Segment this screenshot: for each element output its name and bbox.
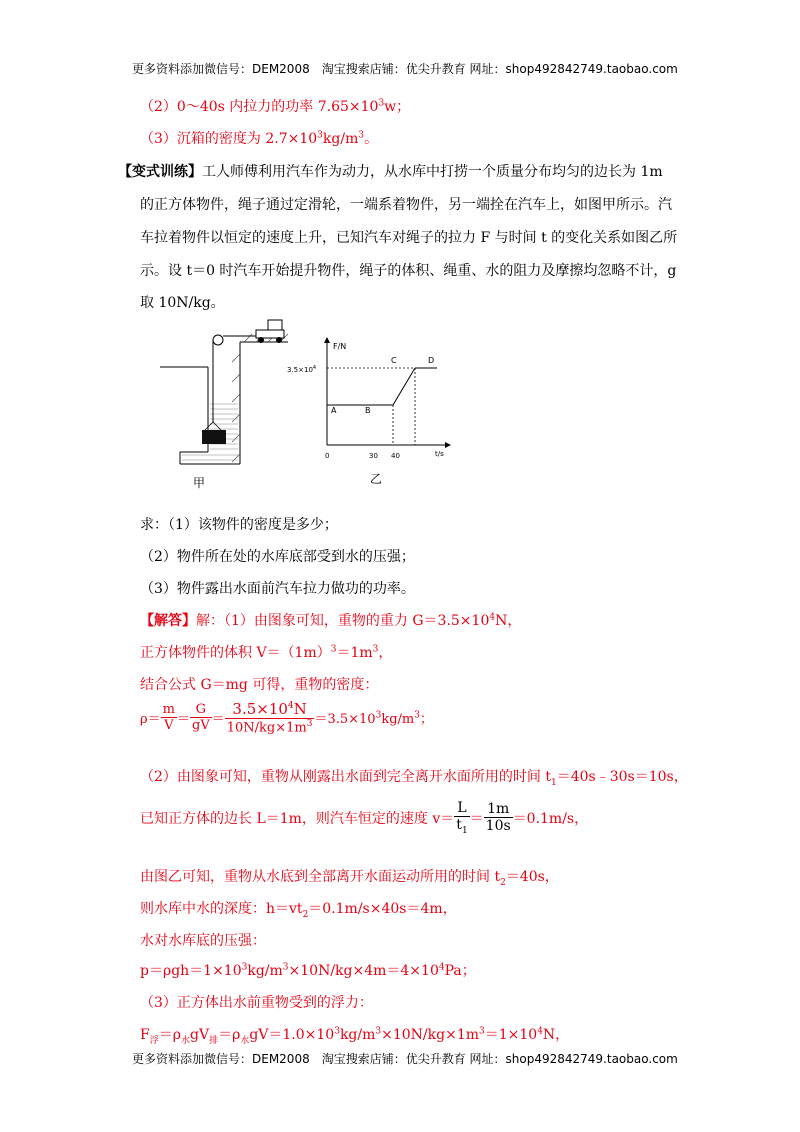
x-tick-label: 0 [325,452,330,460]
question-1: 求：（1）该物件的密度是多少； [140,517,338,533]
problem-line-3: 车拉着物件以恒定的速度上升，已知汽车对绳子的拉力 F 与时间 t 的变化关系如图乙所 [140,230,678,246]
series-segment-bc [393,368,415,405]
solution-line-6: 由图乙可知，重物从水底到全部离开水面运动所用的时间 $t_2=40s$， [140,869,559,888]
solution-tag: 【解答】 [140,613,196,629]
variant-training-tag: 【变式训练】 [118,164,202,180]
prev-answer-2: （2）0～40s 内拉力的功率 $7.65\times 10^3w$； [140,98,411,115]
solution-line-4: （2）由图象可知，重物从刚露出水面到完全离开水面所用的时间 $t_1=40s﹣30s=10s$， [140,769,688,788]
solution-line-8: 水对水库底的压强： [140,933,266,949]
y-tick-label: $3.5\times 10^4$ [287,365,317,374]
problem-line-2: 的正方体物件，绳子通过定滑轮，一端系着物件，另一端拴在汽车上，如图甲所示。汽 [140,197,672,213]
problem-line-1: 【变式训练】工人师傅利用汽车作为动力，从水库中打捞一个质量分布均匀的边长为 1m [118,164,663,180]
solution-line-2: 正方体物件的体积 $V=(1m)^3=1m^3$， [140,644,393,661]
solution-line-7: 则水库中水的深度：$h=vt_2=0.1m/s\times 40s=4m$， [140,901,457,920]
point-label-d: D [428,356,435,365]
x-axis-label: t/s [435,450,444,458]
point-label-a: A [331,406,337,415]
question-3: （3）物件露出水面前汽车拉力做功的功率。 [140,581,415,597]
solution-line-9: $p=\rho gh=1\times 10^3kg/m^3\times 10N/kg\times 4m=4\times 10^4Pa$； [140,962,476,979]
figure-jia-label: 甲 [193,476,206,490]
problem-line-4: 示。设 t＝0 时汽车开始提升物件，绳子的体积、绳重、水的阻力及摩擦均忽略不计，g [140,263,677,279]
solution-line-3: 结合公式 G＝mg 可得，重物的密度： [140,677,379,693]
point-label-c: C [391,356,397,365]
question-2: （2）物件所在处的水库底部受到水的压强； [140,549,415,565]
figure-yi-graph [285,335,460,490]
problem-line-5: 取 10N/kg。 [140,295,225,311]
solution-line-11: $F_浮=\rho_水gV_排=\rho_水gV=1.0\times 10^3kg/m^3\times 10N/kg\times 1m^3=1\times 10^4N$， [140,1026,570,1046]
figure-yi-label: 乙 [370,472,383,486]
page-header: 更多资料添加微信号：DEM2008 淘宝搜索店铺：优尖升教育 网址：shop492842749.taobao.com [132,62,678,76]
density-formula: ρ＝ $\frac{m}{V}$ ＝ $\frac{G}{gV}$ ＝ $\frac{3.5\times 10^4N}{10N/kg\times 1m^3}$ $=3.5\times 10^3kg/m^3$； [140,700,433,736]
solution-line-10: （3）正方体出水前重物受到的浮力： [140,995,373,1011]
prev-answer-3: （3）沉箱的密度为 $2.7\times 10^3kg/m^3$。 [140,130,379,147]
point-label-b: B [365,406,371,415]
page-footer: 更多资料添加微信号：DEM2008 淘宝搜索店铺：优尖升教育 网址：shop492842749.taobao.com [132,1052,678,1066]
y-axis-label: F/N [333,342,347,351]
x-tick-label: 30 [369,452,378,460]
solution-line-1: 【解答】解：（1）由图象可知，重物的重力 $G=3.5\times 10^4N$， [140,612,522,629]
x-tick-label: 40 [391,452,400,460]
speed-formula: 已知正方体的边长 L＝1m，则汽车恒定的速度 v＝ $\frac{L}{t_1}$ ＝ $\frac{1m}{10s}$ ＝0.1m/s， [140,800,589,836]
